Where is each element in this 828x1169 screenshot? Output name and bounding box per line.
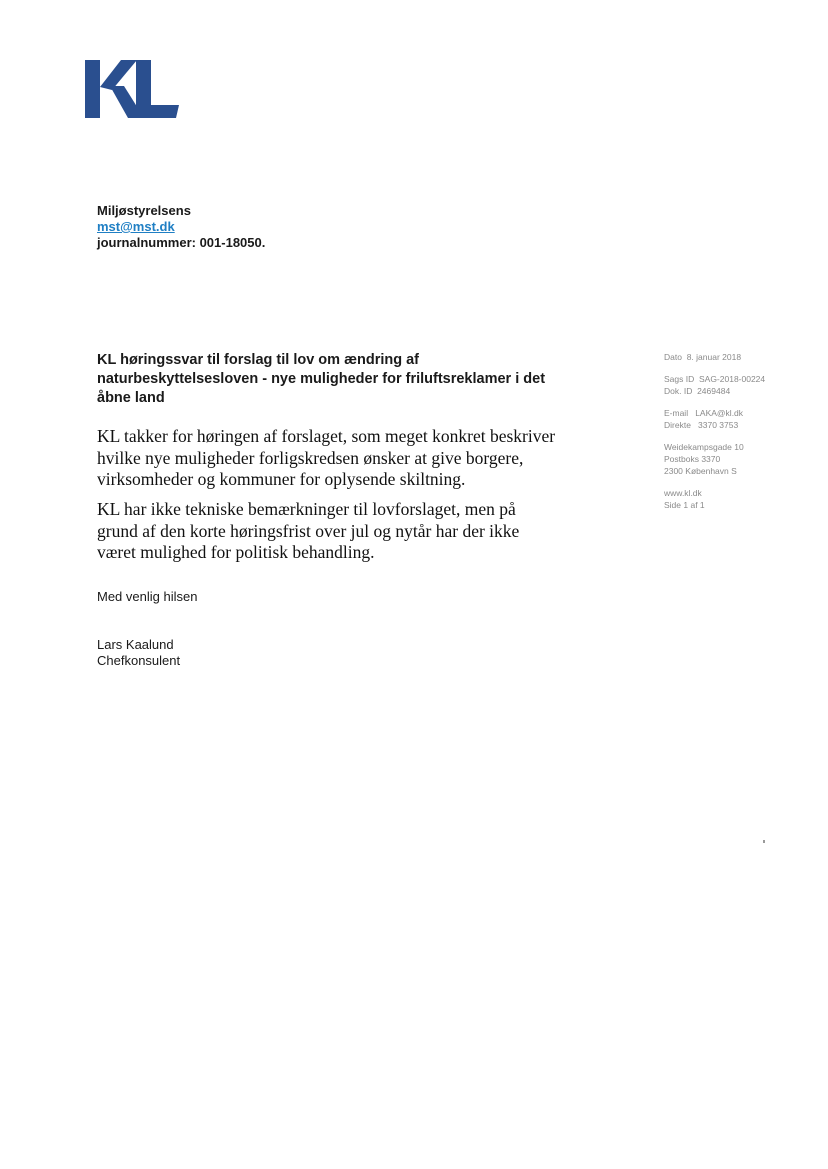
- scan-mark: [763, 840, 765, 843]
- document-metadata: [664, 351, 814, 511]
- recipient-email-link[interactable]: mst@mst.dk: [97, 219, 175, 234]
- body-paragraph-1: KL takker for høringen af forslaget, som meget konkret beskriver hvilke nye muligheder forligskredsen ønsker at give borgere, virksomheder og kommuner for oplysende skiltning.: [97, 426, 556, 489]
- journal-number: journalnummer: 001-18050.: [97, 235, 266, 250]
- meta-email: [664, 407, 814, 419]
- meta-dok-value: 2469484: [697, 386, 731, 396]
- meta-direkte: [664, 419, 814, 431]
- meta-address-3: 2300 København S: [664, 466, 737, 476]
- meta-date-value: 8. januar 2018: [686, 352, 742, 362]
- closing-greeting: Med venlig hilsen: [97, 589, 198, 604]
- meta-sags-value: SAG-2018-00224: [698, 374, 766, 384]
- meta-sags-label: Sags ID: [664, 374, 695, 384]
- signature-block: [97, 637, 180, 669]
- meta-dok-id: [664, 385, 814, 397]
- meta-email-label: E-mail: [664, 408, 689, 418]
- meta-date-label: Dato: [664, 352, 682, 362]
- signer-name: Lars Kaalund: [97, 637, 174, 652]
- letter-subject: KL høringssvar til forslag til lov om ændring af naturbeskyttelsesloven - nye muligheder for friluftsreklamer i det åbne land: [97, 352, 546, 406]
- meta-date: [664, 351, 814, 363]
- meta-direkte-label: Direkte: [664, 420, 691, 430]
- signer-title: Chefkonsulent: [97, 653, 181, 668]
- recipient-block: [97, 203, 265, 251]
- kl-logo-mark: [84, 60, 180, 120]
- meta-dok-label: Dok. ID: [664, 386, 693, 396]
- meta-page-number: Side 1 af 1: [664, 500, 705, 510]
- meta-address-2: Postboks 3370: [664, 454, 721, 464]
- meta-email-value[interactable]: LAKA@kl.dk: [695, 408, 744, 418]
- body-paragraph-2: KL har ikke tekniske bemærkninger til lovforslaget, men på grund af den korte høringsfrist over jul og nytår har der ikke været mulighed for politisk behandling.: [97, 499, 520, 562]
- meta-address-1: Weidekampsgade 10: [664, 442, 744, 452]
- kl-logo: [84, 60, 180, 120]
- meta-sags-id: [664, 373, 814, 385]
- recipient-name: Miljøstyrelsens: [97, 203, 191, 218]
- meta-website-link[interactable]: www.kl.dk: [664, 488, 702, 498]
- meta-direkte-value: 3370 3753: [698, 420, 739, 430]
